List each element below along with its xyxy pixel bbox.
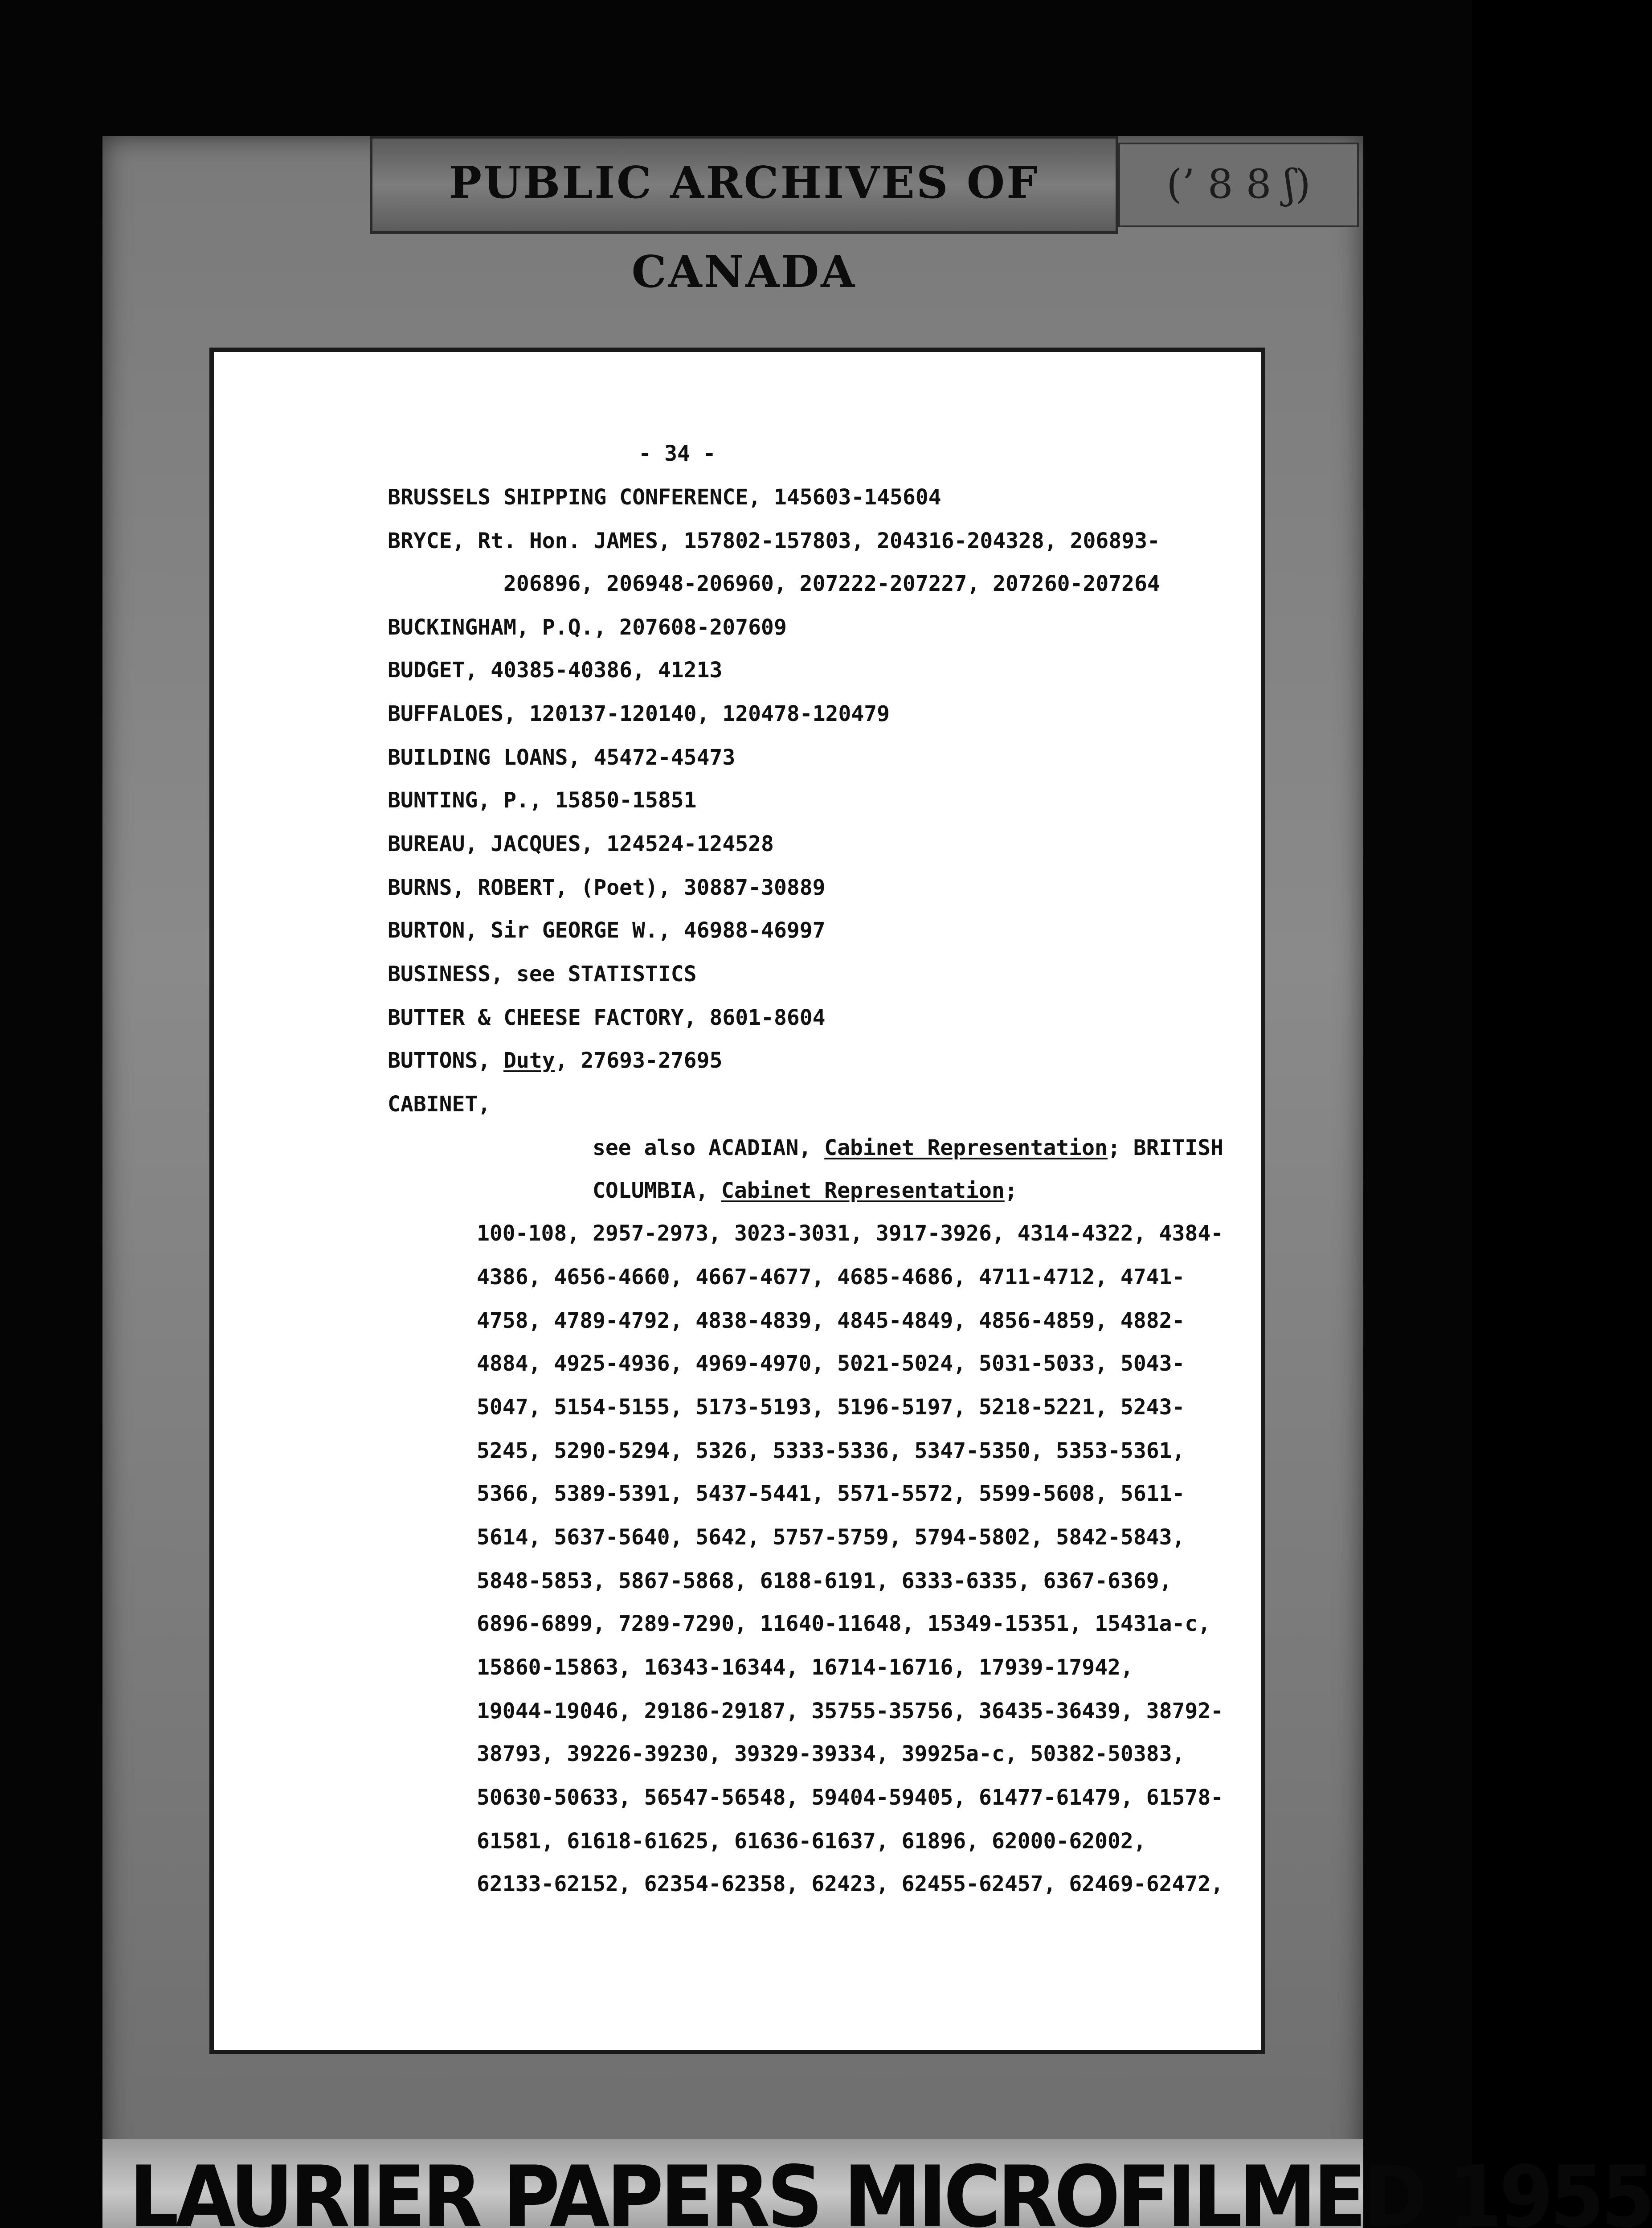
cabinet-refs-line: 5614, 5637-5640, 5642, 5757-5759, 5794-5802, 5842-5843, [477,1525,1185,1550]
see-also-prefix: see also ACADIAN, [593,1135,825,1160]
cabinet-refs-line: 5047, 5154-5155, 5173-5193, 5196-5197, 5218-5221, 5243- [477,1395,1185,1420]
index-entry: BURNS, ROBERT, (Poet), 30887-30889 [388,875,826,900]
see-also-mid: ; BRITISH [1107,1135,1224,1160]
see-also-ref: Cabinet Representation [721,1178,1005,1203]
cabinet-refs-line: 50630-50633, 56547-56548, 59404-59405, 61477-61479, 61578- [477,1785,1224,1810]
cabinet-refs-line: 4386, 4656-4660, 4667-4677, 4685-4686, 4711-4712, 4741- [477,1265,1185,1290]
index-entry: BRUSSELS SHIPPING CONFERENCE, 145603-145604 [388,485,941,510]
entry-suffix: , 27693-27695 [555,1048,723,1073]
footer-text: LAURIER PAPERS MICROFILMED 1955 [129,2148,1652,2228]
cabinet-refs-line: 61581, 61618-61625, 61636-61637, 61896, 62000-62002, [477,1829,1146,1854]
cabinet-refs-line: 100-108, 2957-2973, 3023-3031, 3917-3926, 4314-4322, 4384- [477,1221,1224,1246]
cabinet-refs-line: 4884, 4925-4936, 4969-4970, 5021-5024, 5031-5033, 5043- [477,1351,1185,1376]
cabinet-refs-line: 4758, 4789-4792, 4838-4839, 4845-4849, 4856-4859, 4882- [477,1308,1185,1333]
index-entry-buttons [388,1048,722,1073]
cabinet-refs-line: 5848-5853, 5867-5868, 6188-6191, 6333-6335, 6367-6369, [477,1569,1172,1593]
cabinet-heading: CABINET, [388,1092,491,1117]
archive-header-plate [370,136,1118,298]
archive-tab-mark [1118,143,1359,227]
cabinet-refs-line: 62133-62152, 62354-62358, 62423, 62455-62457, 62469-62472, [477,1872,1224,1896]
microfilm-footer-strip [102,2139,1652,2228]
archive-title: PUBLIC ARCHIVES OF CANADA [449,157,1039,298]
index-entry: BUDGET, 40385-40386, 41213 [388,658,723,683]
cabinet-refs-line: 6896-6899, 7289-7290, 11640-11648, 15349-15351, 15431a-c, [477,1611,1211,1636]
index-entry: BUNTING, P., 15850-15851 [388,788,697,813]
index-entry: BRYCE, Rt. Hon. JAMES, 157802-157803, 204316-204328, 206893- [388,528,1160,553]
index-entry: BUTTER & CHEESE FACTORY, 8601-8604 [388,1005,826,1030]
see-also-line-1 [593,1135,1223,1160]
index-entry-continued: 206896, 206948-206960, 207222-207227, 207260-207264 [503,571,1160,596]
underlined-subhead: Duty [503,1048,555,1073]
index-entry: BUILDING LOANS, 45472-45473 [388,745,736,770]
index-entry: BUSINESS, see STATISTICS [388,962,697,987]
cabinet-refs-line: 38793, 39226-39230, 39329-39334, 39925a-c, 50382-50383, [477,1741,1185,1766]
index-entry: BUCKINGHAM, P.Q., 207608-207609 [388,615,787,640]
cabinet-refs-line: 15860-15863, 16343-16344, 16714-16716, 17939-17942, [477,1655,1133,1680]
entry-prefix: BUTTONS, [388,1048,504,1073]
see-also-prefix: COLUMBIA, [593,1178,721,1203]
page-number: - 34 - [638,441,716,466]
index-entry: BUFFALOES, 120137-120140, 120478-120479 [388,701,890,726]
cabinet-refs-line: 5366, 5389-5391, 5437-5441, 5571-5572, 5599-5608, 5611- [477,1481,1185,1506]
cabinet-refs-line: 5245, 5290-5294, 5326, 5333-5336, 5347-5350, 5353-5361, [477,1438,1185,1463]
cabinet-refs-line: 19044-19046, 29186-29187, 35755-35756, 36435-36439, 38792- [477,1699,1224,1724]
index-entry: BUREAU, JACQUES, 124524-124528 [388,831,774,856]
see-also-line-2 [593,1178,1018,1203]
tab-mark-text: (’ 8 8 ʃ) [1166,161,1311,208]
see-also-suffix: ; [1004,1178,1018,1203]
index-entry: BURTON, Sir GEORGE W., 46988-46997 [388,918,826,943]
see-also-ref: Cabinet Representation [824,1135,1108,1160]
